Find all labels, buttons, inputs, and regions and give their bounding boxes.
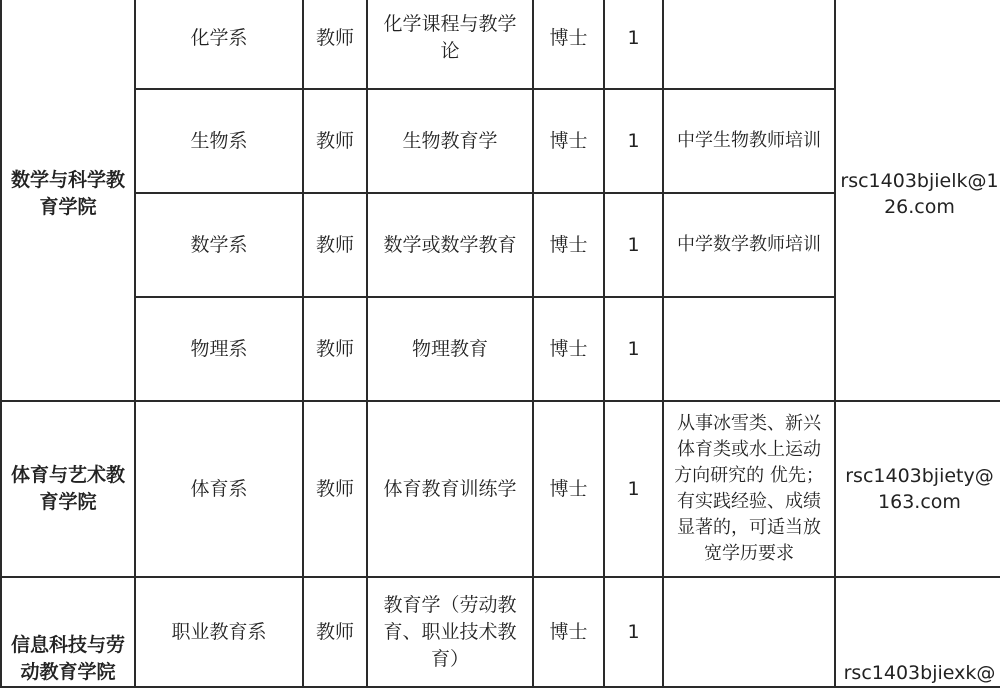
- major-cell: 数学或数学教育: [367, 193, 533, 297]
- position-cell: 教师: [303, 297, 367, 401]
- note-cell: [663, 297, 835, 401]
- major-cell: 体育教育训练学: [367, 401, 533, 577]
- major-cell: 教育学（劳动教育、职业技术教育）: [367, 577, 533, 687]
- note-cell: 中学数学教师培训: [663, 193, 835, 297]
- note-cell: [663, 577, 835, 687]
- count-cell: 1: [604, 0, 663, 89]
- note-cell: 从事冰雪类、新兴体育类或水上运动方向研究的 优先；有实践经验、成绩显著的，可适当放宽学历要求: [663, 401, 835, 577]
- count-cell: 1: [604, 89, 663, 193]
- table-row: [1, 401, 1000, 577]
- position-cell: 教师: [303, 0, 367, 89]
- dept-cell: 职业教育系: [135, 577, 303, 687]
- count-cell: 1: [604, 193, 663, 297]
- dept-cell: 生物系: [135, 89, 303, 193]
- email-cell: rsc1403bjiexk@: [835, 577, 1000, 687]
- degree-cell: 博士: [533, 577, 604, 687]
- degree-cell: 博士: [533, 0, 604, 89]
- college-cell: 体育与艺术教育学院: [1, 401, 135, 577]
- degree-cell: 博士: [533, 297, 604, 401]
- degree-cell: 博士: [533, 193, 604, 297]
- position-cell: 教师: [303, 401, 367, 577]
- dept-cell: 物理系: [135, 297, 303, 401]
- note-cell: [663, 0, 835, 89]
- dept-cell: 体育系: [135, 401, 303, 577]
- note-cell: 中学生物教师培训: [663, 89, 835, 193]
- position-cell: 教师: [303, 577, 367, 687]
- count-cell: 1: [604, 297, 663, 401]
- college-cell: 数学与科学教育学院: [1, 0, 135, 401]
- degree-cell: 博士: [533, 89, 604, 193]
- table-row: [1, 577, 1000, 687]
- major-cell: 生物教育学: [367, 89, 533, 193]
- degree-cell: 博士: [533, 401, 604, 577]
- email-cell: rsc1403bjielk@126.com: [835, 0, 1000, 401]
- major-cell: 化学课程与教学论: [367, 0, 533, 89]
- major-cell: 物理教育: [367, 297, 533, 401]
- table-row: [1, 0, 1000, 89]
- college-cell: 信息科技与劳动教育学院: [1, 577, 135, 687]
- count-cell: 1: [604, 577, 663, 687]
- dept-cell: 化学系: [135, 0, 303, 89]
- email-cell: rsc1403bjiety@163.com: [835, 401, 1000, 577]
- position-cell: 教师: [303, 193, 367, 297]
- count-cell: 1: [604, 401, 663, 577]
- dept-cell: 数学系: [135, 193, 303, 297]
- position-cell: 教师: [303, 89, 367, 193]
